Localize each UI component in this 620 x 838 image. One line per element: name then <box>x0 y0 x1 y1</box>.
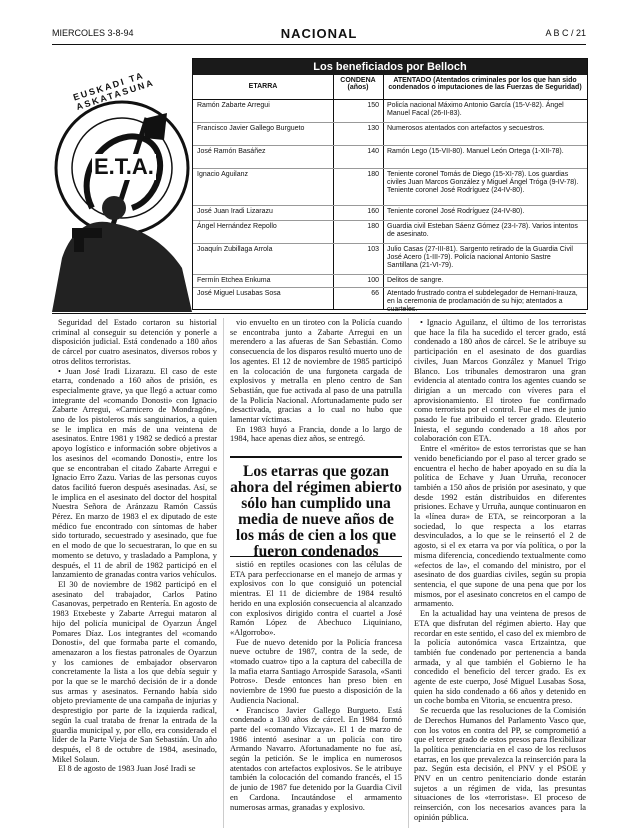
paragraph: • Ignacio Aguilanz, el último de los terroristas que hace la fila ha sucedido el tercer grado, está condenado a 180 años de cárcel. Se le atribuye su participación en el asesinato de dos guardias civiles, Juan Marcos González y Manuel Trigo Blanco. Los tribunales demostraron una gran evidencia al atentado contra los agentes cuando se dirigían a un mercado con víveres para el aprovisionamiento. El tiroteo fue confirmado como terrorista por el control. Fue el mes de junio pasado le fue atribuido el tercer grado. Eleuterio Iniesta, el segundo condenado a 18 años por colaboración con ETA. <box>414 318 586 444</box>
page-number: A B C / 21 <box>545 28 586 38</box>
article-column-3 <box>414 318 586 828</box>
row-attack: Numerosos atentados con artefactos y secuestros. <box>387 125 545 132</box>
row-attack: Policía nacional Máximo Antonio García (15-V-82). Ángel Manuel Facal (26-II-83). <box>387 102 564 117</box>
row-name: José Ramón Basáñez <box>197 148 266 155</box>
row-name: Joaquín Zubillaga Arrola <box>197 246 273 253</box>
table-row <box>193 146 587 169</box>
col-header-condena: CONDENA (años) <box>340 77 376 91</box>
header-rule <box>52 44 586 45</box>
row-years: 180 <box>367 223 379 230</box>
table-row <box>193 244 587 275</box>
headline-text: Los etarras que gozan ahora del régimen abierto sólo han cumplido una media de nueve años de los más de cien a los que fueron condenados <box>230 463 402 560</box>
row-attack: Ramón Lego (15-VII-80). Manuel León Ortega (1-XII-78). <box>387 148 564 155</box>
row-name: Fermín Etchea Enkuma <box>197 277 271 284</box>
page-header <box>52 26 586 42</box>
row-years: 180 <box>367 171 379 178</box>
paragraph: El 8 de agosto de 1983 Juan José Iradi se <box>58 764 196 774</box>
paragraph: Se recuerda que las resoluciones de la Comisión de Derechos Humanos del Parlamento Vasco que, con los votos en contra del PP, se comprometió a que el tercer grado de estos presos para flexibilizar la política penitenciaria en el caso de los reclusos etarras, en los que prevalezca la reinserción para la paz. Según esta decisión, el PNV y el PSOE y PNV en un centro penitenciario donde estarán sujetos a un régimen de vida, las presuntas situaciones de los «terroristas». El proceso de reinserción, con los necesarios avances para la opinión pública. <box>414 706 586 822</box>
column-separator <box>223 318 224 828</box>
paragraph: En la actualidad hay una veintena de presos de ETA que disfrutan del régimen abierto. Hay que recordar en este sentido, el caso del ex miembro de la policía autonómica vasca Ertzaintza, que también fue condenado por pertenencia a banda armada, y al que también el Gobierno le ha concedido el beneficio del tercer grado. Es ex agente de este cuerpo, José Miguel Lusabas Sosa, quien ha sido condenado a 66 años y detenido en un coche bomba en Vitoria, se encuentra preso. <box>414 609 586 706</box>
row-name: Ramón Zabarte Arregui <box>197 102 270 109</box>
paragraph: Entre el «mérito» de estos terroristas que se han venido beneficiando por el paso al tercer grado se encuentra el hecho de haber apoyado en su día la política de Echave y Juan Urruña, reconocer también a 150 años de prisión por asesinato, y que desde 1992 están distribuidos en diferentes prisiones. Echave y Urruña, aunque continuaron en la «línea dura» de ETA, se reincorporan a la sociedad, lo que respecta a los etarras desvinculados, a lo que se le reinsertó el 2 de agosto, si el ex etarra va por vía política, o por la misma diferencia, concediendo textualmente como «efectos de la», el comando del ministro, por el asesinato de dos guardias civiles, según su propia sentencia, el que supone de una pena que por los mismos, por el asesinato concretos en el campo de armamento. <box>414 444 586 609</box>
paragraph: vio envuelto en un tiroteo con la Policía cuando se encontraba junto a Zabarte Arregui en un merendero a las afueras de San Sebastián. Como consecuencia de los disparos resultó muerto uno de los agentes. El 12 de noviembre de 1985 participó en la colocación de una furgoneta cargada de explosivos y metralla en pleno centro de San Sebastián, que fue activada al paso de una patrulla de la Policía Nacional. Afortunadamente pudo ser desactivada, gracias a lo cual no hubo que lamentar víctimas. <box>230 318 402 425</box>
row-attack: Delitos de sangre. <box>387 277 444 284</box>
paragraph: En 1983 huyó a Francia, donde a lo largo de 1984, hace apenas diez años, se entregó. <box>230 424 402 444</box>
paragraph: Fue de nuevo detenido por la Policía francesa nueve octubre de 1987, contra de la sede, de «tomado cuatro» tipo a la captura del cabecilla de la mafia etarra Santiago Arrospide Sarasola, «Santi Potros». Desde entonces han preso bien en noviembre de 1990 fue puesto a disposición de la Audiencia Nacional. <box>230 637 402 705</box>
table-row <box>193 169 587 206</box>
seal-text: EUSKADI TA ASKATASUNA <box>71 70 156 113</box>
paragraph: • Juan José Iradi Lizarazu. El caso de este etarra, condenado a 160 años de prisión, es especialmente grave, ya que llegó a actuar como integrante del «comando Donosti» con Ignacio Zabarte Arregui, «Carnicero de Mondragón», uno de los pistoleros más sanguinarios, a quien se le implica en más de una veintena de asesinatos. Entre 1981 y 1982 se dedicó a prestar apoyo logístico e información sobre objetivos a los asesinos del «comando Donosti», entre los que se encontraban el citado Zabarte Arregui e Ignacio Erro Zazu. Varias de las personas cuyos datos facilitó fueron después asesinadas. Así, se le implica en el asesinato del doctor del hospital Nuestra Señora de Aránzazu Ramón Cassús Pérez. En marzo de 1983 el ex diputado de este médico fue encontrado con síntomas de haber sido torturado, secuestrado y asesinado, que fue en el modo de que lo secuestraran, lo que en su momento se detuvo, y trasladado a Pamplona, y después, el 11 de abril de 1982 participó en el lanzamiento de granadas contra varios vehículos. <box>52 366 217 580</box>
article-column-2 <box>230 318 402 450</box>
paragraph: El 30 de noviembre de 1982 participó en el asesinato del trabajador, Carlos Patino Casanovas, perpetrado en Rentería. En agosto de 1983 Etxebeste y Zabarte Arregui mataron al hijo del policía municipal de Oyarzun Ángel Pomares Díaz. Los integrantes del «comando Donosti», del que formaba parte el comando, amenazaron a los fiestas patronales de Oyarzun y los camiones de embajador observaron concretamente la lista a los que debía seguir y por la que se le marchó decisión de ir a donde sus armas y asesinatos. Fernando había sido objeto previamente de una campaña de injurias y desprestigio por parte de la izquierda radical, según la cual trataba de frenar la entrada de la guardia municipal y, por ello, era considerado el líder de la Parte Vieja de San Sebastián. Un año después, el 8 de octubre de 1984, asesinado, Mikel Solaun. <box>52 579 217 764</box>
table-row <box>193 221 587 244</box>
row-attack: Guardia civil Esteban Sáenz Gómez (23-I-78). Varios intentos de asesinato. <box>387 223 578 238</box>
article-column-1 <box>52 318 217 828</box>
row-name: Ángel Hernández Repollo <box>197 223 277 230</box>
col-header-etarra: ETARRA <box>248 83 278 90</box>
paragraph: Seguridad del Estado cortaron su historial criminal al conseguir su detención y ponerle a disposición judicial. Está condenado a 180 años de cárcel por cuatro asesinatos, diversos robos y otros delitos terroristas. <box>52 318 217 366</box>
row-years: 130 <box>367 125 379 132</box>
table-header <box>193 75 587 100</box>
row-years: 150 <box>367 102 379 109</box>
table-title: Los beneficiados por Belloch <box>193 59 587 75</box>
column-separator <box>408 318 409 828</box>
paragraph: • Francisco Javier Gallego Burgueto. Está condenado a 130 años de cárcel. En 1984 formó parte del «comando Vizcaya». El 1 de marzo de 1986 intentó asesinar a un policía con tiro Armando Navarro. Afortunadamente no fue así, según la petición. Se le implica en numerosos atentados con artefactos explosivos. Se le atribuye también la colocación del comando francés, el 15 de junio de 1987 fue detenido por la Guardia Civil en Cardona. Incautándose el armamento numerosas armas, granadas y explosivo. <box>230 705 402 812</box>
row-name: Francisco Javier Gallego Burgueto <box>197 125 305 132</box>
article-column-2-continued <box>230 560 402 828</box>
row-years: 140 <box>367 148 379 155</box>
table-row <box>193 275 587 288</box>
table-row <box>193 123 587 146</box>
eta-emblem-photo <box>52 58 192 312</box>
emblem-text: E.T.A. <box>94 154 154 179</box>
row-attack: Atentado frustrado contra el subdelegador de Hernani-Irauza, en la ceremonia de proclamación de su hijo; atentados a cuarteles. <box>387 290 578 313</box>
row-years: 160 <box>367 208 379 215</box>
row-attack: Teniente coronel Tomás de Diego (15-XI-78). Los guardias civiles Juan Marcos González y Miguel Ángel Tróga (9-IV-78). Teniente coronel José Rodríguez (24-IV-80). <box>387 171 579 194</box>
article-headline <box>230 456 402 560</box>
paragraph: sistió en reptiles ocasiones con las células de ETA para perfeccionarse en el manejo de armas y explosivos con lo que consiguió un potencial mientras. El 11 de diciembre de 1984 resultó herido en una explosión consecuencia al alcanzado con explosivos dirigido contra el cuartel a José Ramón López de Abechuco Liquiniano, «Algorrobo». <box>230 560 402 637</box>
beneficiaries-table <box>192 58 588 313</box>
row-years: 100 <box>367 277 379 284</box>
row-name: José Miguel Lusabas Sosa <box>197 290 281 297</box>
table-row <box>193 288 587 313</box>
table-bottom-rule <box>52 313 586 314</box>
row-years: 103 <box>367 246 379 253</box>
col-header-atentado: ATENTADO (Atentados criminales por los que han sido condenados o imputaciones de las Fuerzas de Seguridad) <box>388 77 582 91</box>
row-years: 66 <box>371 290 379 297</box>
row-name: José Juan Iradi Lizarazu <box>197 208 273 215</box>
row-attack: Teniente coronel José Rodríguez (24-IV-80). <box>387 208 525 215</box>
row-attack: Julio Casas (27-III-81). Sargento retirado de la Guardia Civil José Acero (1-III-79). Policía nacional Antonio Sastre Santillana (21-VI-79). <box>387 246 573 269</box>
table-row <box>193 206 587 221</box>
table-row <box>193 100 587 123</box>
page-date: MIERCOLES 3-8-94 <box>52 28 134 38</box>
row-name: Ignacio Aguilanz <box>197 171 248 178</box>
section-title: NACIONAL <box>280 26 358 41</box>
